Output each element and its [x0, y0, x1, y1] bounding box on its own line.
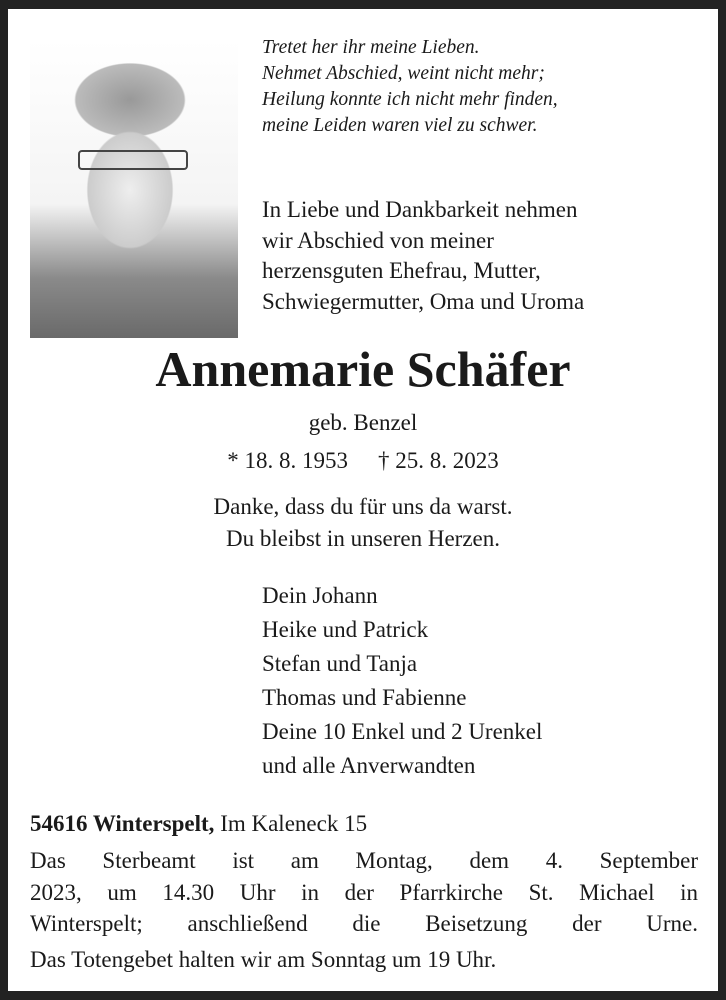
address-street: Im Kaleneck 15	[220, 811, 368, 836]
family-member: Thomas und Fabienne	[262, 685, 467, 710]
thanks-line: Du bleibst in unseren Herzen.	[225, 526, 500, 551]
intro-line: wir Abschied von meiner	[262, 227, 494, 253]
poem	[262, 35, 558, 139]
thanks-line: Danke, dass du für uns da warst.	[213, 494, 513, 519]
death-date: † 25. 8. 2023	[378, 448, 499, 473]
poem-line: meine Leiden waren viel zu schwer.	[262, 115, 538, 136]
intro-line: In Liebe und Dankbarkeit nehmen	[262, 197, 578, 222]
prayer-info	[30, 944, 698, 976]
deceased-name: Annemarie Schäfer	[155, 341, 571, 397]
address	[30, 811, 367, 837]
service-info	[30, 845, 698, 940]
family-member: Heike und Patrick	[262, 617, 429, 642]
intro-text	[262, 195, 584, 317]
glasses-shape	[78, 150, 188, 170]
prayer-line: Das Totengebet halten wir am Sonntag um 19 Uhr.	[30, 947, 497, 972]
service-line: 2023, um 14.30 Uhr in der Pfarrkirche St. Michael in	[30, 879, 698, 905]
obituary-card	[8, 9, 718, 991]
family-member: und alle Anverwandten	[262, 753, 476, 778]
family-list	[262, 579, 542, 783]
poem-line: Tretet her ihr meine Lieben.	[262, 37, 480, 58]
poem-line: Nehmet Abschied, weint nicht mehr;	[262, 63, 545, 84]
family-member: Dein Johann	[262, 583, 378, 608]
portrait-photo	[30, 40, 238, 338]
birth-date: * 18. 8. 1953	[227, 448, 348, 473]
intro-line: Schwiegermutter, Oma und Uroma	[262, 288, 585, 314]
intro-line: herzensguten Ehefrau, Mutter,	[262, 258, 541, 283]
maiden-name: geb. Benzel	[308, 410, 418, 435]
family-member: Stefan und Tanja	[262, 651, 418, 676]
life-dates	[8, 445, 718, 477]
service-line: Winterspelt; anschließend die Beisetzung der Urne.	[30, 911, 698, 936]
service-line: Das Sterbeamt ist am Montag, dem 4. September	[30, 848, 698, 873]
address-city: 54616 Winterspelt,	[30, 811, 215, 836]
poem-line: Heilung konnte ich nicht mehr finden,	[262, 89, 558, 110]
family-member: Deine 10 Enkel und 2 Urenkel	[262, 719, 543, 744]
